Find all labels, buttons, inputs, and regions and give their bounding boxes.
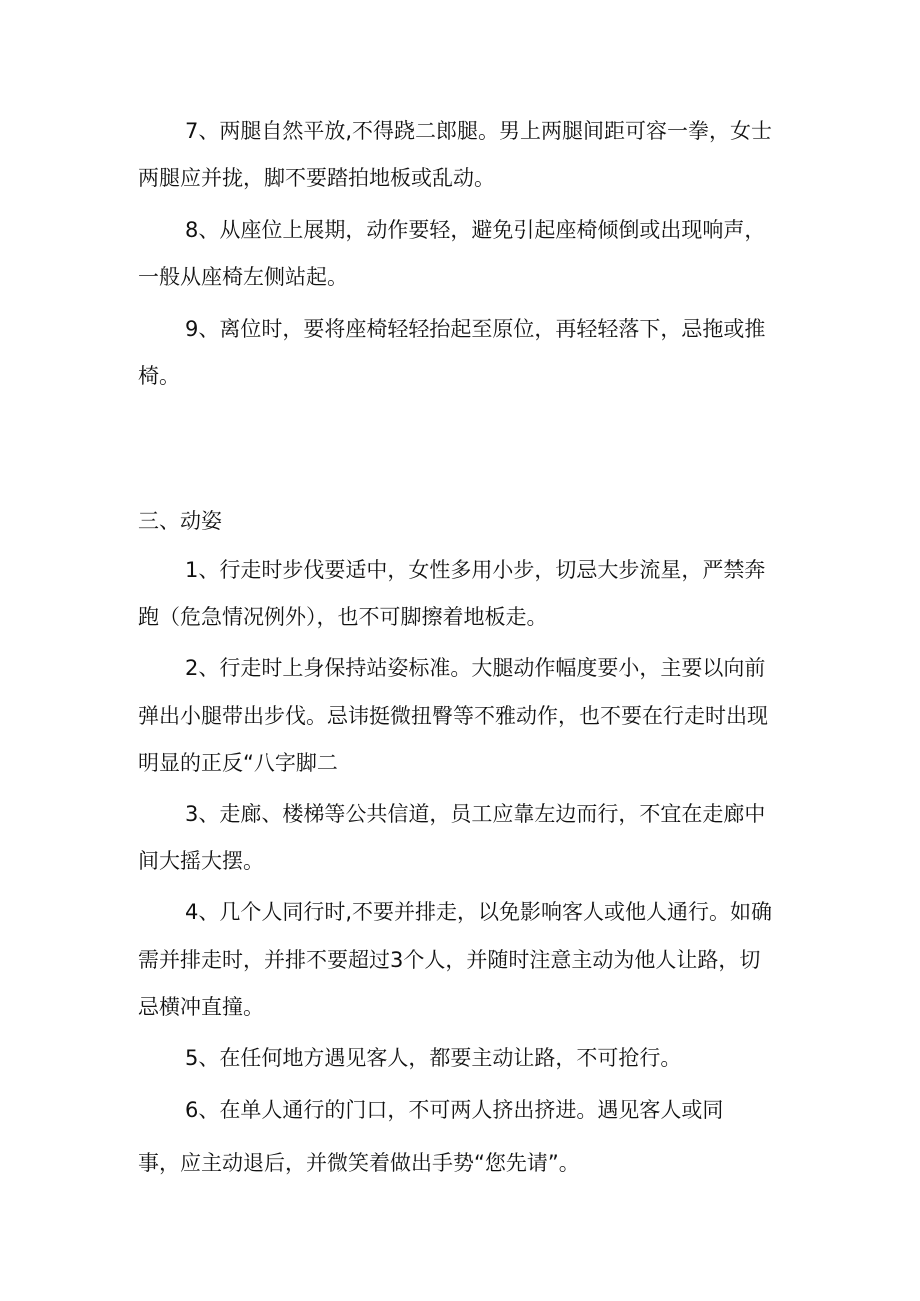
- item-7-line-2: 两腿应并拢，脚不要踏拍地板或乱动。: [138, 166, 495, 190]
- section-item-2-line-2: 弹出小腿带出步伐。忌讳挺微扭臀等不雅动作，也不要在行走时出现: [138, 704, 768, 728]
- section-heading: 三、动姿: [138, 509, 222, 533]
- section-item-6-line-1: 6、在单人通行的门口，不可两人挤出挤进。遇见客人或同: [185, 1098, 724, 1122]
- section-item-4-line-1: 4、几个人同行时,不要并排走，以免影响客人或他人通行。如确: [185, 900, 773, 924]
- section-item-4-line-3: 忌横冲直撞。: [138, 995, 264, 1019]
- section-item-2-line-3: 明显的正反“八字脚二: [138, 751, 338, 775]
- item-7-line-1: 7、两腿自然平放,不得跷二郎腿。男上两腿间距可容一拳，女士: [185, 119, 773, 143]
- section-item-4-line-2: 需并排走时，并排不要超过3个人，并随时注意主动为他人让路，切: [138, 948, 761, 972]
- section-item-2-line-1: 2、行走时上身保持站姿标准。大腿动作幅度要小，主要以向前: [185, 656, 766, 680]
- section-item-5-line-1: 5、在任何地方遇见客人，都要主动让路，不可抢行。: [185, 1046, 682, 1070]
- section-item-3-line-2: 间大摇大摆。: [138, 849, 264, 873]
- section-item-1-line-1: 1、行走时步伐要适中，女性多用小步，切忌大步流星，严禁奔: [185, 558, 766, 582]
- section-item-1-line-2: 跑（危急情况例外），也不可脚擦着地板走。: [138, 605, 548, 629]
- item-8-line-2: 一般从座椅左侧站起。: [138, 265, 348, 289]
- section-item-6-line-2: 事，应主动退后，并微笑着做出手势“您先请”。: [138, 1151, 580, 1175]
- section-item-3-line-1: 3、走廊、楼梯等公共信道，员工应靠左边而行，不宜在走廊中: [185, 802, 766, 826]
- item-9-line-2: 椅。: [138, 364, 180, 388]
- item-9-line-1: 9、离位时，要将座椅轻轻抬起至原位，再轻轻落下，忌拖或推: [185, 317, 766, 341]
- item-8-line-1: 8、从座位上展期，动作要轻，避免引起座椅倾倒或出现响声，: [185, 218, 766, 242]
